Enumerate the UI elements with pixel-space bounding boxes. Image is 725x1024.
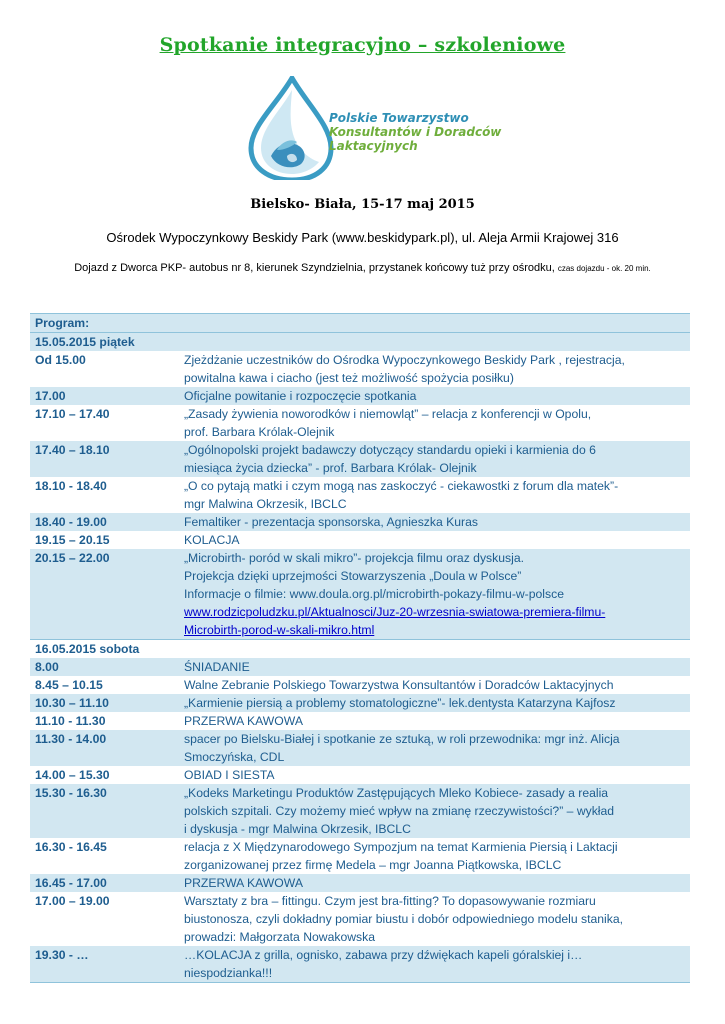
description-line: polskich szpitali. Czy możemy mieć wpływ na zmianę rzeczywistości?” – wykład xyxy=(184,804,615,818)
program-row xyxy=(30,387,690,405)
description-line: miesiąca życia dziecka” - prof. Barbara Królak- Olejnik xyxy=(184,461,477,475)
program-row xyxy=(30,477,690,513)
program-time: 18.10 - 18.40 xyxy=(35,479,107,493)
film-link[interactable]: www.rodzicpoludzku.pl/Aktualnosci/Juz-20-wrzesnia-swiatowa-premiera-filmu- xyxy=(184,605,606,619)
program-table xyxy=(30,313,690,983)
venue-address: Ośrodek Wypoczynkowy Beskidy Park (www.beskidypark.pl), ul. Aleja Armii Krajowej 316 xyxy=(106,230,619,245)
day-header-friday-label: 15.05.2015 piątek xyxy=(30,333,175,352)
program-time: 14.00 – 15.30 xyxy=(35,768,110,782)
program-time: 17.10 – 17.40 xyxy=(35,407,110,421)
program-row xyxy=(30,658,690,676)
program-description xyxy=(175,766,690,784)
program-row xyxy=(30,730,690,766)
day-header-saturday-label: 16.05.2015 sobota xyxy=(30,640,175,659)
film-link[interactable]: Microbirth-porod-w-skali-mikro.html xyxy=(184,623,375,637)
day-header-saturday-empty xyxy=(175,640,690,659)
description-line: „Kodeks Marketingu Produktów Zastępujących Mleko Kobiece- zasady a realia xyxy=(184,786,609,800)
program-time: 11.30 - 14.00 xyxy=(30,730,175,766)
description-line: spacer po Bielsku-Białej i spotkanie ze sztuką, w roli przewodnika: mgr inż. Alicja xyxy=(184,732,620,746)
description-line: KOLACJA xyxy=(184,533,240,547)
document-title: Spotkanie integracyjno – szkoleniowe xyxy=(159,34,566,56)
description-line: Informacje o filmie: www.doula.org.pl/microbirth-pokazy-filmu-w-polsce xyxy=(184,587,564,601)
program-row xyxy=(30,549,690,640)
description-line: prowadzi: Małgorzata Nowakowska xyxy=(184,930,376,944)
description-line: Femaltiker - prezentacja sponsorska, Agnieszka Kuras xyxy=(184,515,478,529)
description-line: i dyskusja - mgr Malwina Okrzesik, IBCLC xyxy=(184,822,411,836)
program-row xyxy=(30,838,690,874)
description-line: OBIAD I SIESTA xyxy=(184,768,275,782)
description-line: „Ogólnopolski projekt badawczy dotyczący standardu opieki i karmienia do 6 xyxy=(184,443,596,457)
program-description xyxy=(175,531,690,549)
program-time: 17.40 – 18.10 xyxy=(30,441,175,477)
program-row xyxy=(30,946,690,983)
description-line: niespodzianka!!! xyxy=(184,966,273,980)
transport-info xyxy=(0,262,725,274)
place-date: Bielsko- Biała, 15-17 maj 2015 xyxy=(250,197,475,212)
logo-text xyxy=(329,111,501,153)
day-header-friday xyxy=(30,333,690,352)
day-header-saturday xyxy=(30,640,690,659)
program-time: 18.40 - 19.00 xyxy=(30,513,175,531)
program-time: Od 15.00 xyxy=(35,353,86,367)
program-description xyxy=(175,874,690,892)
description-line: „Microbirth- poród w skali mikro”- projekcja filmu oraz dyskusja. xyxy=(184,551,524,565)
description-line: „O co pytają matki i czym mogą nas zaskoczyć - ciekawostki z forum dla matek”- xyxy=(184,479,619,493)
description-line: PRZERWA KAWOWA xyxy=(184,876,303,890)
description-line: Walne Zebranie Polskiego Towarzystwa Konsultantów i Doradców Laktacyjnych xyxy=(184,678,614,692)
logo-line-2: Konsultantów i Doradców xyxy=(329,125,502,139)
description-line: powitalna kawa i ciacho (jest też możliwość spożycia posiłku) xyxy=(184,371,514,385)
description-line: mgr Malwina Okrzesik, IBCLC xyxy=(184,497,347,511)
logo-line-1: Polskie Towarzystwo xyxy=(329,111,469,125)
description-line: Oficjalne powitanie i rozpoczęcie spotkania xyxy=(184,389,417,403)
program-description xyxy=(175,730,690,766)
program-time: 19.30 - … xyxy=(30,946,175,983)
program-time: 10.30 – 11.10 xyxy=(30,694,175,712)
program-description xyxy=(175,838,690,874)
description-line: Projekcja dzięki uprzejmości Stowarzyszenia „Doula w Polsce” xyxy=(184,569,522,583)
program-time: 8.00 xyxy=(30,658,175,676)
program-time: 15.30 - 16.30 xyxy=(30,784,175,838)
program-row xyxy=(30,874,690,892)
program-header-label: Program: xyxy=(30,314,175,333)
program-description xyxy=(175,658,690,676)
program-row xyxy=(30,513,690,531)
description-line: „Zasady żywienia noworodków i niemowląt” – relacja z konferencji w Opolu, xyxy=(184,407,592,421)
program-description xyxy=(175,676,690,694)
program-description xyxy=(175,892,690,946)
program-description xyxy=(175,405,690,441)
program-row xyxy=(30,351,690,387)
day-header-friday-empty xyxy=(175,333,690,352)
transport-note: czas dojazdu - ok. 20 min. xyxy=(557,264,651,273)
program-description xyxy=(175,712,690,730)
program-description xyxy=(175,946,690,983)
program-time: 20.15 – 22.00 xyxy=(30,549,175,640)
program-row xyxy=(30,531,690,549)
program-row xyxy=(30,766,690,784)
description-line: relacja z X Międzynarodowego Sympozjum na temat Karmienia Piersią i Laktacji xyxy=(184,840,618,854)
program-row xyxy=(30,405,690,441)
program-time: 16.45 - 17.00 xyxy=(30,874,175,892)
program-description xyxy=(175,477,690,513)
description-line: Warsztaty z bra – fittingu. Czym jest bra-fitting? To dopasowywanie rozmiaru xyxy=(184,894,596,908)
program-row xyxy=(30,892,690,946)
description-line: ŚNIADANIE xyxy=(184,660,250,674)
program-row xyxy=(30,784,690,838)
program-row xyxy=(30,712,690,730)
program-description xyxy=(175,387,690,405)
program-row xyxy=(30,441,690,477)
description-line: …KOLACJA z grilla, ognisko, zabawa przy dźwiękach kapeli góralskiej i… xyxy=(184,948,583,962)
program-row xyxy=(30,694,690,712)
program-header xyxy=(30,314,690,333)
program-time: 17.00 xyxy=(30,387,175,405)
program-description xyxy=(175,694,690,712)
program-time: 19.15 – 20.15 xyxy=(35,533,110,547)
logo-line-3: Laktacyjnych xyxy=(329,139,418,153)
description-line: biustonosza, czyli dokładny pomiar biustu i dobór odpowiedniego modelu stanika, xyxy=(184,912,624,926)
program-time: 16.30 - 16.45 xyxy=(35,840,107,854)
description-line: Smoczyńska, CDL xyxy=(184,750,285,764)
program-description xyxy=(175,351,690,387)
transport-main: Dojazd z Dworca PKP- autobus nr 8, kierunek Szyndzielnia, przystanek końcowy tuż przy ośrodku, xyxy=(74,262,555,274)
program-description xyxy=(175,441,690,477)
description-line: prof. Barbara Królak-Olejnik xyxy=(184,425,335,439)
description-line: „Karmienie piersią a problemy stomatologiczne”- lek.dentysta Katarzyna Kajfosz xyxy=(184,696,616,710)
program-time: 11.10 - 11.30 xyxy=(35,714,106,728)
program-description xyxy=(175,513,690,531)
program-row xyxy=(30,676,690,694)
program-time: 17.00 – 19.00 xyxy=(35,894,110,908)
program-time: 8.45 – 10.15 xyxy=(35,678,103,692)
description-line: Zjeżdżanie uczestników do Ośrodka Wypoczynkowego Beskidy Park , rejestracja, xyxy=(184,353,625,367)
program-description xyxy=(175,784,690,838)
description-line: zorganizowanej przez firmę Medela – mgr Joanna Piątkowska, IBCLC xyxy=(184,858,562,872)
description-line: PRZERWA KAWOWA xyxy=(184,714,303,728)
program-description xyxy=(175,549,690,640)
program-header-empty xyxy=(175,314,690,333)
